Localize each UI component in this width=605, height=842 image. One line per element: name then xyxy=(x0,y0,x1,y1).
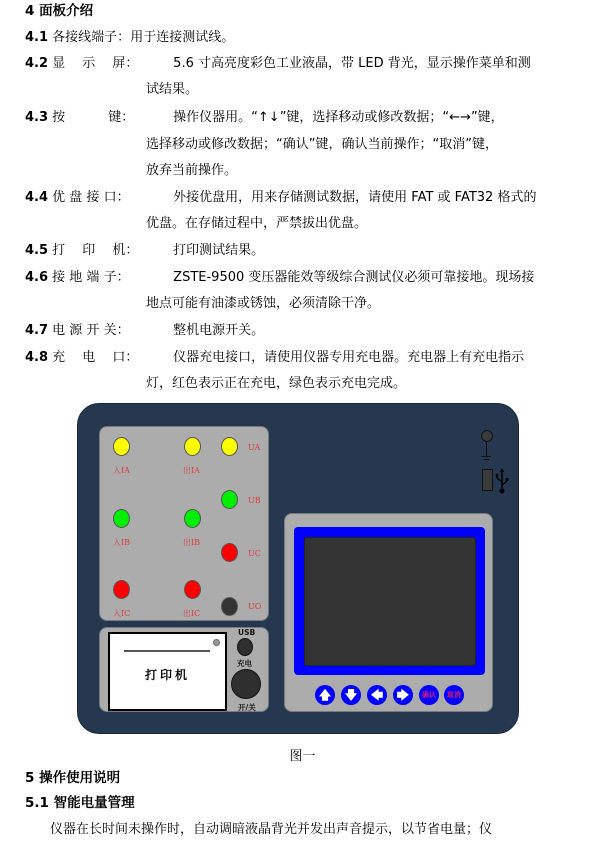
led-label-out-ia: 出IA xyxy=(183,466,200,475)
item-4-1 xyxy=(25,30,234,46)
ground-bar xyxy=(484,459,489,460)
led-uc xyxy=(221,543,238,562)
item-4-5 xyxy=(25,243,264,259)
led-in-ic xyxy=(113,580,130,599)
item-text: 整机电源开关。 xyxy=(173,323,265,338)
led-label-in-ia: 入IA xyxy=(113,466,130,475)
power-switch[interactable] xyxy=(231,669,261,699)
led-in-ia xyxy=(113,437,130,456)
ground-line xyxy=(486,442,487,457)
section-4-title: 4 面板介绍 xyxy=(25,3,94,19)
usb-button-label: USB xyxy=(238,628,256,637)
item-4-7 xyxy=(25,323,264,339)
item-4-8 xyxy=(25,350,524,366)
key-confirm[interactable]: 确认 xyxy=(419,685,439,705)
item-number: 4.1 xyxy=(25,30,49,45)
usb-port xyxy=(482,469,493,491)
led-out-ia xyxy=(184,437,201,456)
item-text: ZSTE-9500 变压器能效等级综合测试仪必须可靠接地。现场接 xyxy=(173,270,535,285)
led-label-uc: UC xyxy=(248,549,261,558)
item-text: 仪器充电接口，请使用仪器专用充电器。充电器上有充电指示 xyxy=(173,350,525,365)
power-label: 开/关 xyxy=(238,703,256,712)
item-label: 各接线端子： xyxy=(52,30,131,45)
led-in-ib xyxy=(113,509,130,528)
led-uo xyxy=(221,597,238,616)
printer-indicator-dot xyxy=(213,639,220,646)
section-5-1-title: 5.1 智能电量管理 xyxy=(25,795,135,811)
item-4-4 xyxy=(25,190,536,206)
key-left[interactable]: 🡄 xyxy=(367,685,387,705)
key-down[interactable]: 🡇 xyxy=(341,685,361,705)
figure-caption: 图一 xyxy=(289,749,316,764)
item-text: 操作仪器用。“↑↓”键，选择移动或修改数据；“←→”键， xyxy=(173,110,504,125)
item-4-8-cont: 灯，红色表示正在充电，绿色表示充电完成。 xyxy=(146,376,407,391)
item-text: 外接优盘用，用来存储测试数据，请使用 FAT 或 FAT32 格式的 xyxy=(173,190,537,205)
item-label: 优 盘 接 口： xyxy=(52,190,130,205)
printer-paper-slot xyxy=(108,632,227,711)
led-out-ic xyxy=(184,580,201,599)
item-4-4-cont: 优盘。在存储过程中，严禁拔出优盘。 xyxy=(146,216,368,231)
item-4-2-cont: 试结果。 xyxy=(146,82,199,97)
key-cancel[interactable]: 取消 xyxy=(444,685,464,705)
item-label: 电 源 开 关： xyxy=(52,323,130,338)
item-4-3 xyxy=(25,110,504,126)
led-label-in-ic: 入IC xyxy=(113,609,131,618)
item-number: 4.4 xyxy=(25,190,49,205)
usb-icon xyxy=(495,468,509,494)
section-5-1-paragraph: 仪器在长时间未操作时，自动调暗液晶背光并发出声音提示，以节省电量；仪 xyxy=(50,822,493,837)
key-up[interactable]: 🡅 xyxy=(315,685,335,705)
led-label-out-ib: 出IB xyxy=(183,538,201,547)
item-number: 4.6 xyxy=(25,270,49,285)
led-label-in-ib: 入IB xyxy=(113,538,131,547)
printer-label: 打印机 xyxy=(144,668,190,682)
paper-slot-line xyxy=(124,650,210,652)
item-label: 接 地 端 子： xyxy=(52,270,130,285)
item-label: 按 键： xyxy=(52,110,135,125)
item-text: 用于连接测试线。 xyxy=(130,30,235,45)
item-number: 4.7 xyxy=(25,323,49,338)
item-label: 充 电 口： xyxy=(52,350,139,365)
led-ub xyxy=(221,490,238,509)
item-number: 4.5 xyxy=(25,243,49,258)
item-label: 打 印 机： xyxy=(52,243,139,258)
section-5-title: 5 操作使用说明 xyxy=(25,770,121,786)
item-text: 5.6 寸高亮度彩色工业液晶，带 LED 背光，显示操作菜单和测 xyxy=(173,56,531,71)
led-ua xyxy=(221,437,238,456)
key-right[interactable]: 🡆 xyxy=(393,685,413,705)
item-4-3-cont-2: 放弃当前操作。 xyxy=(146,163,238,178)
usb-button[interactable] xyxy=(237,638,253,656)
led-label-out-ic: 出IC xyxy=(183,609,201,618)
charge-label: 充电 xyxy=(237,659,252,668)
led-label-uo: UO xyxy=(248,602,262,611)
ground-terminal-icon xyxy=(481,430,493,442)
item-4-6 xyxy=(25,270,534,286)
item-4-3-cont-1: 选择移动或修改数据；“确认”键，确认当前操作；“取消”键， xyxy=(146,137,498,152)
item-4-2 xyxy=(25,56,531,72)
led-label-ub: UB xyxy=(248,496,261,505)
item-number: 4.8 xyxy=(25,350,49,365)
item-label: 显 示 屏： xyxy=(52,56,139,71)
led-out-ib xyxy=(184,509,201,528)
item-text: 打印测试结果。 xyxy=(173,243,265,258)
item-number: 4.3 xyxy=(25,110,49,125)
ground-bar xyxy=(482,456,491,457)
led-label-ua: UA xyxy=(248,443,261,452)
lcd-screen xyxy=(304,537,476,666)
item-number: 4.2 xyxy=(25,56,49,71)
item-4-6-cont: 地点可能有油漆或锈蚀，必须清除干净。 xyxy=(146,296,381,311)
